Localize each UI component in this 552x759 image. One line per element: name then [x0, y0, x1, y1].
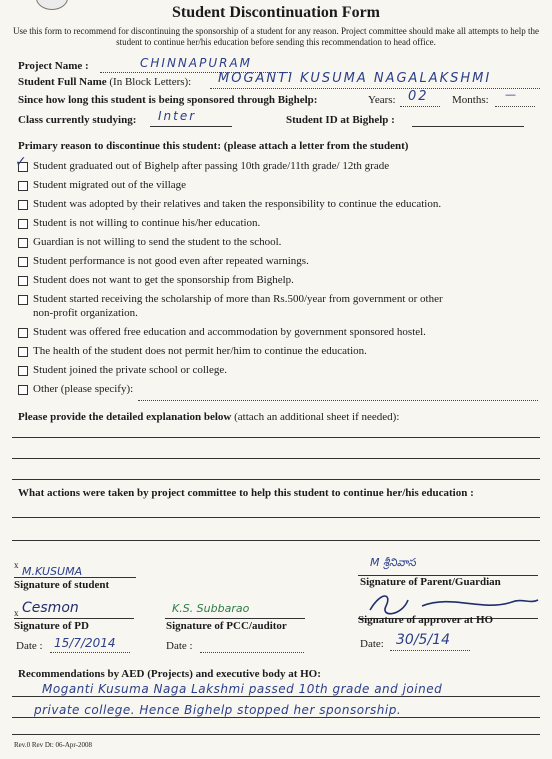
reason-label-1: Student graduated out of Bighelp after passing 10th grade/11th grade/ 12th grade [33, 160, 390, 172]
reason-checkbox-3[interactable] [18, 200, 28, 210]
pd-signature-label: Signature of PD [14, 620, 89, 632]
recommendation-line-1[interactable]: Moganti Kusuma Naga Lakshmi passed 10th grade and joined [42, 682, 443, 696]
pd-date-label: Date : [16, 640, 43, 652]
class-label: Class currently studying: [18, 114, 137, 126]
reason-label-10: The health of the student does not permit her/him to continue the education. [33, 345, 367, 357]
reason-label-9: Student was offered free education and accommodation by government sponsored hostel. [33, 326, 426, 338]
full-name-label: Student Full Name (In Block Letters): [18, 76, 192, 88]
months-label: Months: [452, 94, 489, 106]
reason-checkbox-6[interactable] [18, 257, 28, 267]
reason-label-5: Guardian is not willing to send the student to the school. [33, 236, 282, 248]
pcc-date-label: Date : [166, 640, 193, 652]
approver-date-label: Date: [360, 638, 384, 650]
reason-checkbox-8[interactable] [18, 295, 28, 305]
reason-label-12: Other (please specify): [33, 383, 134, 395]
reason-label-7: Student does not want to get the sponsorship from Bighelp. [33, 274, 294, 286]
reason-checkbox-7[interactable] [18, 276, 28, 286]
reason-label-8: Student started receiving the scholarship of more than Rs.500/year from government or other [33, 293, 443, 305]
recommendation-line-2[interactable]: private college. Hence Bighelp stopped her sponsorship. [34, 703, 402, 717]
pcc-signature-label: Signature of PCC/auditor [166, 620, 287, 632]
approver-date-value[interactable]: 30/5/14 [396, 632, 450, 648]
reason-checkbox-2[interactable] [18, 181, 28, 191]
checkmark-icon: ✓ [15, 154, 27, 170]
project-name-value[interactable]: CHINNAPURAM [140, 56, 253, 70]
student-id-label: Student ID at Bighelp : [286, 114, 395, 126]
parent-signature[interactable]: M శ్రీనివాస [370, 556, 416, 569]
reason-label-3: Student was adopted by their relatives and taken the responsibility to continue the education. [33, 198, 442, 210]
approver-signature-label: Signature of approver at HO [358, 614, 494, 626]
class-value[interactable]: Inter [158, 109, 197, 123]
reason-checkbox-12[interactable] [18, 385, 28, 395]
explanation-label: Please provide the detailed explanation below (attach an additional sheet if needed): [18, 411, 400, 423]
student-signature-label: Signature of student [14, 579, 110, 591]
years-label: Years: [368, 94, 396, 106]
reason-label-4: Student is not willing to continue his/her education. [33, 217, 261, 229]
months-value[interactable]: — [505, 88, 518, 101]
reason-checkbox-5[interactable] [18, 238, 28, 248]
pcc-signature[interactable]: K.S. Subbarao [172, 602, 250, 615]
full-name-value[interactable]: MOGANTI KUSUMA NAGALAKSHMI [218, 71, 492, 86]
reason-label-6: Student performance is not good even after repeated warnings. [33, 255, 309, 267]
reason-label-2: Student migrated out of the village [33, 179, 187, 191]
recommendation-label: Recommendations by AED (Projects) and executive body at HO: [18, 668, 321, 680]
reason-checkbox-11[interactable] [18, 366, 28, 376]
reason-label-11: Student joined the private school or college. [33, 364, 227, 376]
form-instructions: Use this form to recommend for discontinuing the sponsorship of a student for any reason. Project committee should make all attempts to help the student to continue her/his education before sending this recommendation to head office. [13, 26, 539, 47]
actions-label: What actions were taken by project committee to help this student to continue her/his education : [18, 487, 474, 499]
reason-checkbox-9[interactable] [18, 328, 28, 338]
reason-8-continuation: non-profit organization. [33, 307, 138, 319]
revision-note: Rev.0 Rev Dt: 06-Apr-2008 [14, 741, 92, 749]
student-signature[interactable]: M.KUSUMA [22, 565, 83, 578]
reason-checkbox-10[interactable] [18, 347, 28, 357]
years-value[interactable]: 02 [408, 89, 429, 104]
x-mark-2: x [14, 608, 19, 618]
parent-signature-label: Signature of Parent/Guardian [360, 576, 501, 588]
x-mark-1: x [14, 560, 19, 570]
project-name-label: Project Name : [18, 60, 89, 72]
reason-checkbox-4[interactable] [18, 219, 28, 229]
pd-signature[interactable]: Cesmon [22, 600, 79, 616]
pd-date-value[interactable]: 15/7/2014 [54, 636, 116, 650]
since-label: Since how long this student is being sponsored through Bighelp: [18, 94, 318, 106]
reasons-heading: Primary reason to discontinue this student: (please attach a letter from the student) [18, 140, 409, 152]
form-title: Student Discontinuation Form [171, 4, 381, 21]
